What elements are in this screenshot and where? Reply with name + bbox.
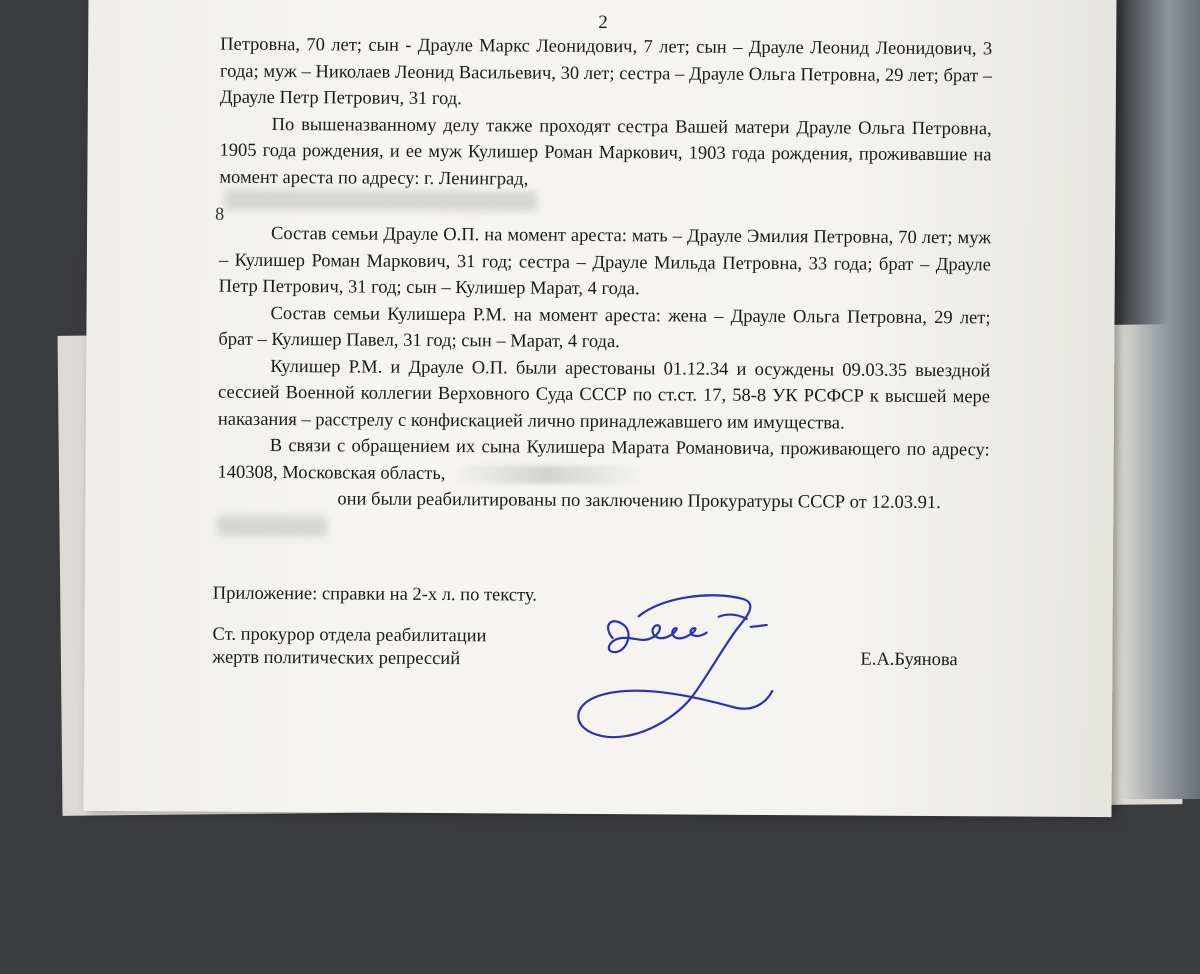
paragraph-3: Состав семьи Драуле О.П. на момент ареста: мать – Драуле Эмилия Петровна, 70 лет; муж – Кулишер Роман Маркович, 31 год; сестра – Драуле Мильда Петровна, 33 года; брат – Драуле Петр Петрович, 31 год; сын – Кулишер Марат, 4 года. [218,223,992,300]
handwritten-signature [542,586,813,748]
redacted-address-line [225,190,537,212]
paragraph-2: По вышеназванному делу также проходят сестра Вашей матери Драуле Ольга Петровна, 1905 года рождения, и ее муж Кулишер Роман Маркович, 1903 года рождения, проживавшие на момент ареста по адресу: г. Ленинград, [219,114,992,190]
redacted-address-line-2 [217,516,327,537]
redacted-address [445,465,645,484]
attachment-note: Приложение: справки на 2-х л. по тексту. [212,583,537,606]
stray-character: 8 [215,203,225,224]
paragraph-6-text: В связи с обращением их сына Кулишера Марата Романовича, проживающего по адресу: 140308, Московская область, [217,435,990,484]
letter-body [217,32,992,517]
signatory-title-line-1: Ст. прокурор отдела реабилитации [212,624,487,647]
document-page [84,0,1117,817]
paragraph-6 [217,433,989,491]
signatory-name: Е.А.Буянова [860,649,958,671]
paragraph-7: они были реабилитированы по заключению Прокуратуры СССР от 12.03.91. [337,489,941,514]
signatory-title-line-2: жертв политических репрессий [212,647,461,670]
background-edge [1120,0,1200,799]
paragraph-1: Петровна, 70 лет; сын - Драуле Маркс Леонидович, 7 лет; сын – Драуле Леонид Леонидович, 3 года; муж – Николаев Леонид Васильевич, 30 лет; сестра – Драуле Ольга Петровна, 29 лет; брат – Драуле Петр Петрович, 31 год. [219,34,993,110]
page-number: 2 [598,11,608,34]
ghost-text-bleed [183,884,1164,972]
paragraph-5: Кулишер Р.М. и Драуле О.П. были арестованы 01.12.34 и осуждены 09.03.35 выездной сессией Военной коллегии Верховного Суда СССР по ст.ст. 17, 58-8 УК РСФСР к высшей мере наказания – расстрелу с конфискацией лично принадлежавшего им имущества. [217,356,991,433]
signatory-title [212,624,486,672]
paragraph-4: Состав семьи Кулишера Р.М. на момент ареста: жена – Драуле Ольга Петровна, 29 лет; брат – Кулишер Павел, 31 год; сын – Марат, 4 года. [218,303,991,353]
